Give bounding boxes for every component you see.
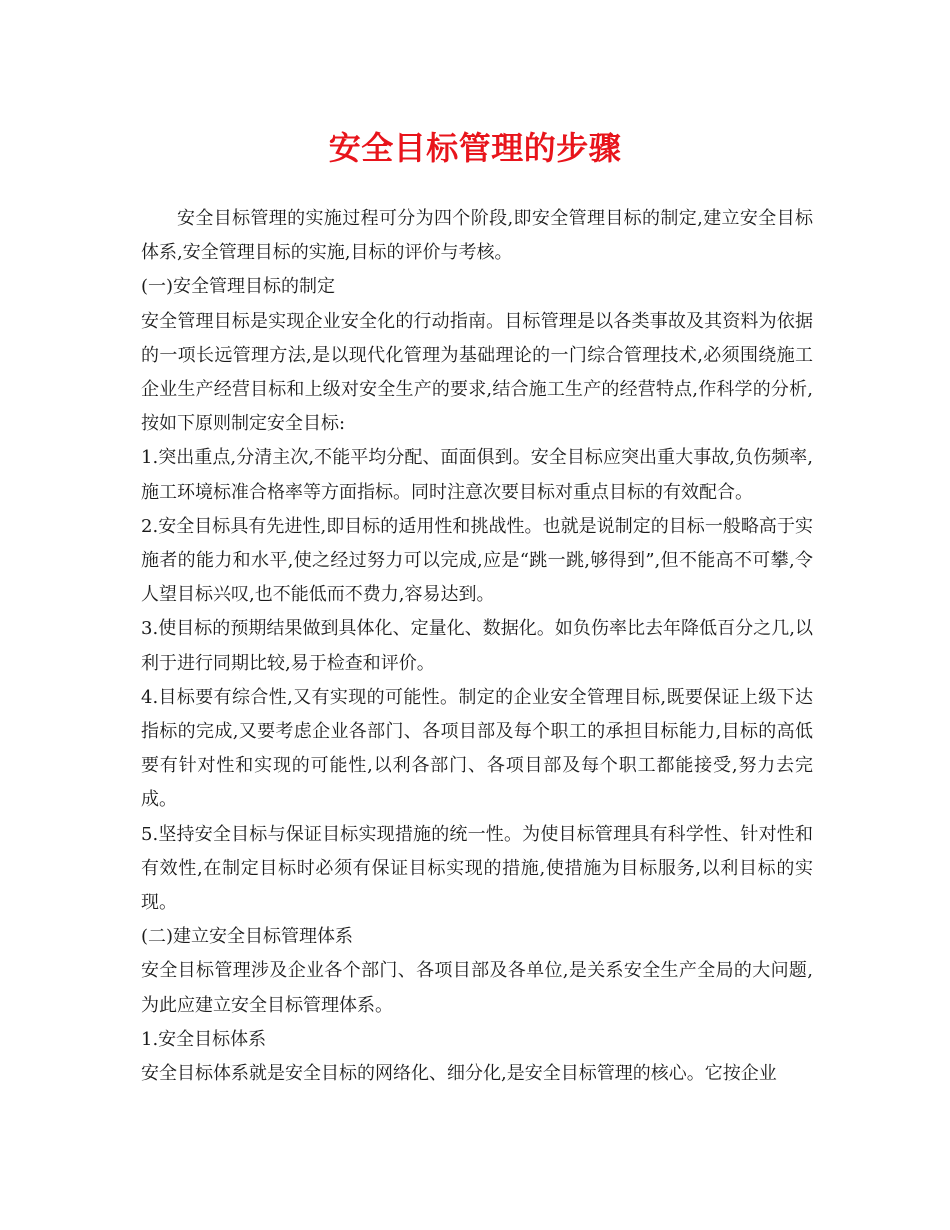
paragraph: 3.使目标的预期结果做到具体化、定量化、数据化。如负伤率比去年降低百分之几,以利于进行同期比较,易于检查和评价。 bbox=[141, 618, 813, 674]
paragraph: (二)建立安全目标管理体系 bbox=[141, 926, 354, 948]
document-title: 安全目标管理的步骤 bbox=[328, 129, 622, 167]
paragraph: 安全管理目标是实现企业安全化的行动指南。目标管理是以各类事故及其资料为依据的一项长远管理方法,是以现代化管理为基础理论的一门综合管理技术,必须围绕施工企业生产经营目标和上级对安全生产的要求,结合施工生产的经营特点,作科学的分析,按如下原则制定安全目标: bbox=[141, 310, 813, 435]
paragraph: 安全目标管理的实施过程可分为四个阶段,即安全管理目标的制定,建立安全目标体系,安全管理目标的实施,目标的评价与考核。 bbox=[141, 208, 813, 264]
paragraph: 1.安全目标体系 bbox=[141, 1028, 267, 1050]
paragraph: 4.目标要有综合性,又有实现的可能性。制定的企业安全管理目标,既要保证上级下达指标的完成,又要考虑企业各部门、各项目部及每个职工的承担目标能力,目标的高低要有针对性和实现的可能性,以利各部门、各项目部及每个职工都能接受,努力去完成。 bbox=[141, 686, 813, 811]
document-body bbox=[141, 202, 813, 1091]
paragraph: 2.安全目标具有先进性,即目标的适用性和挑战性。也就是说制定的目标一般略高于实施者的能力和水平,使之经过努力可以完成,应是“跳一跳,够得到”,但不能高不可攀,令人望目标兴叹,也不能低而不费力,容易达到。 bbox=[141, 515, 813, 606]
paragraph: 安全目标管理涉及企业各个部门、各项目部及各单位,是关系安全生产全局的大问题, 为此应建立安全目标管理体系。 bbox=[141, 960, 813, 1016]
paragraph: 5.坚持安全目标与保证目标实现措施的统一性。为使目标管理具有科学性、针对性和有效性,在制定目标时必须有保证目标实现的措施,使措施为目标服务,以利目标的实现。 bbox=[141, 823, 813, 914]
paragraph: (一)安全管理目标的制定 bbox=[141, 276, 336, 298]
paragraph: 1.突出重点,分清主次,不能平均分配、面面俱到。安全目标应突出重大事故,负伤频率,施工环境标准合格率等方面指标。同时注意次要目标对重点目标的有效配合。 bbox=[141, 447, 813, 503]
paragraph: 安全目标体系就是安全目标的网络化、细分化,是安全目标管理的核心。它按企业 bbox=[141, 1063, 777, 1085]
